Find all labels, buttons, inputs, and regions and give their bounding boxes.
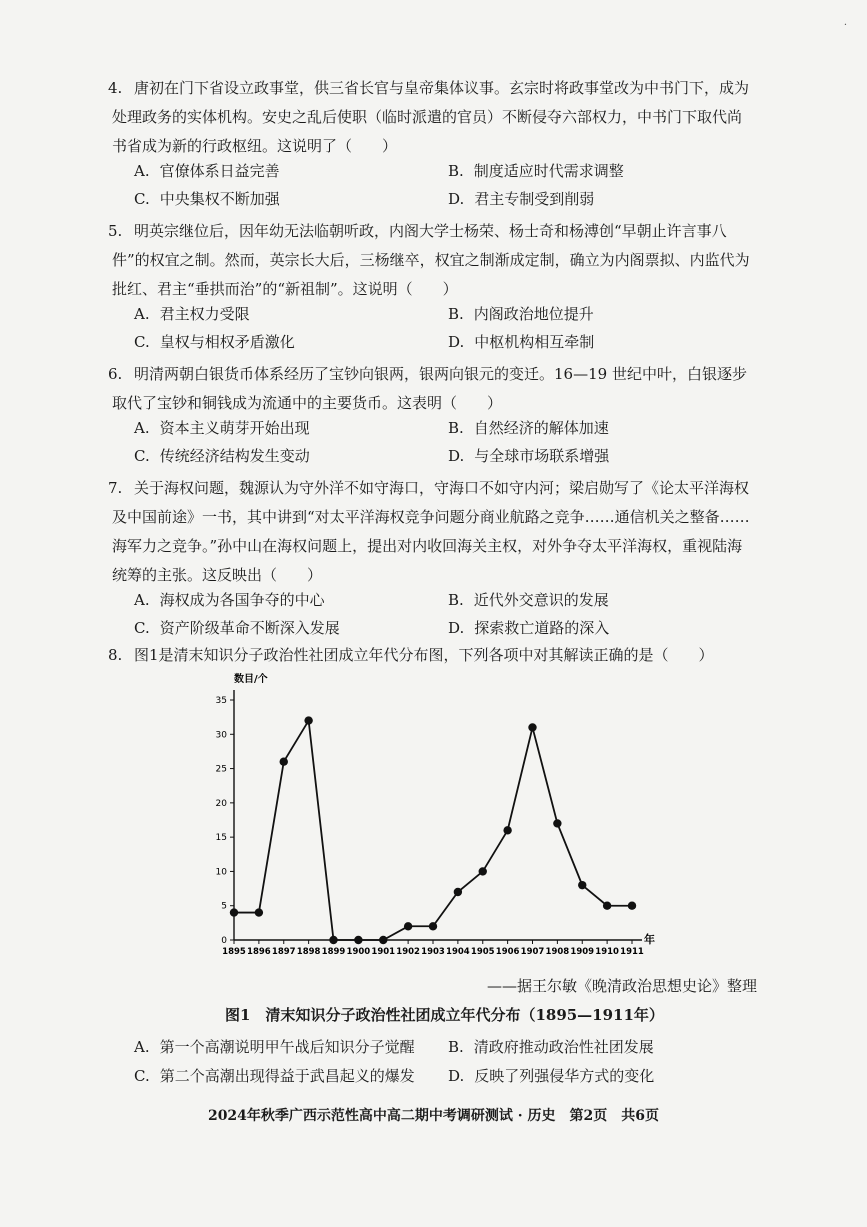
option-label: D. bbox=[448, 1067, 465, 1085]
option-b bbox=[448, 303, 594, 324]
y-tick-label: 20 bbox=[215, 798, 227, 809]
chart-series bbox=[230, 716, 636, 944]
option-label: A. bbox=[134, 162, 150, 180]
option-text: 海权成为各国争夺的中心 bbox=[159, 591, 325, 609]
x-tick-label: 1897 bbox=[271, 947, 296, 957]
question-text: 明清两朝白银货币体系经历了宝钞向银两，银两向银元的变迁。16—19 世纪中叶，白银逐步取代了宝钞和铜钱成为流通中的主要货币。这表明（ ） bbox=[112, 365, 747, 412]
x-tick-label: 1903 bbox=[421, 947, 445, 957]
data-point bbox=[479, 867, 487, 875]
x-tick-label: 1907 bbox=[520, 947, 545, 957]
option-text: 第二个高潮出现得益于武昌起义的爆发 bbox=[159, 1067, 415, 1085]
data-point bbox=[304, 716, 312, 724]
x-tick-label: 1898 bbox=[296, 947, 321, 957]
option-a bbox=[134, 303, 250, 324]
question-text: 关于海权问题，魏源认为守外洋不如守海口，守海口不如守内河；梁启勋写了《论太平洋海权及中国前途》一书，其中讲到“对太平洋海权竞争问题分商业航路之竞争……通信机关之整备……海军力之竞争。”孙中山在海权问题上，提出对内收回海关主权，对外争夺太平洋海权，重视陆海统筹的主张。这反映出（ ） bbox=[112, 479, 750, 584]
option-text: 君主权力受限 bbox=[159, 305, 250, 323]
y-tick-label: 25 bbox=[215, 764, 227, 775]
corner-mark: · bbox=[843, 20, 847, 31]
line-chart bbox=[200, 668, 670, 968]
question-7 bbox=[108, 474, 752, 590]
x-tick-label: 1909 bbox=[570, 947, 595, 957]
option-b bbox=[448, 589, 609, 610]
option-b bbox=[448, 160, 624, 181]
option-label: D. bbox=[448, 619, 465, 637]
question-number: 4. bbox=[108, 79, 123, 97]
x-axis-label: 年 bbox=[644, 933, 655, 946]
x-tick-label: 1899 bbox=[321, 947, 346, 957]
question-text: 图1是清末知识分子政治性社团成立年代分布图，下列各项中对其解读正确的是（ ） bbox=[134, 646, 714, 664]
option-text: 资产阶级革命不断深入发展 bbox=[159, 619, 340, 637]
data-point bbox=[329, 936, 337, 944]
option-text: 内阁政治地位提升 bbox=[473, 305, 594, 323]
x-tick-label: 1902 bbox=[396, 947, 420, 957]
option-label: C. bbox=[134, 190, 150, 208]
option-label: B. bbox=[448, 305, 464, 323]
question-6 bbox=[108, 360, 752, 418]
option-text: 皇权与相权矛盾激化 bbox=[159, 333, 295, 351]
option-text: 中枢机构相互牵制 bbox=[474, 333, 595, 351]
option-label: C. bbox=[134, 619, 150, 637]
option-label: C. bbox=[134, 333, 150, 351]
option-label: A. bbox=[134, 1038, 150, 1056]
x-tick-label: 1900 bbox=[346, 947, 371, 957]
x-tick-label: 1895 bbox=[222, 947, 246, 957]
question-5 bbox=[108, 217, 752, 304]
page-footer: 2024年秋季广西示范性高中高二期中考调研测试 · 历史 第2页 共6页 bbox=[207, 1108, 660, 1124]
data-point bbox=[354, 936, 362, 944]
data-point bbox=[603, 902, 611, 910]
question-number: 7. bbox=[108, 479, 123, 497]
option-c bbox=[134, 1065, 415, 1086]
x-tick-label: 1905 bbox=[470, 947, 495, 957]
data-point bbox=[454, 888, 462, 896]
question-8 bbox=[108, 641, 772, 670]
option-c bbox=[134, 188, 280, 209]
option-a bbox=[134, 589, 325, 610]
data-point bbox=[255, 908, 263, 916]
x-tick-label: 1904 bbox=[446, 947, 470, 957]
data-point bbox=[628, 902, 636, 910]
option-text: 反映了列强侵华方式的变化 bbox=[474, 1067, 655, 1085]
option-text: 探索救亡道路的深入 bbox=[474, 619, 610, 637]
question-text: 明英宗继位后，因年幼无法临朝听政，内阁大学士杨荣、杨士奇和杨溥创“早朝止许言事八件”的权宜之制。然而，英宗长大后，三杨继卒，权宜之制渐成定制，确立为内阁票拟、内监代为批红、君主“垂拱而治”的“新祖制”。这说明（ ） bbox=[112, 222, 750, 298]
option-label: B. bbox=[448, 162, 464, 180]
y-tick-label: 15 bbox=[215, 833, 227, 844]
data-point bbox=[404, 922, 412, 930]
question-number: 6. bbox=[108, 365, 123, 383]
option-b bbox=[448, 417, 609, 438]
option-text: 资本主义萌芽开始出现 bbox=[159, 419, 310, 437]
option-label: A. bbox=[134, 419, 150, 437]
x-tick-label: 1910 bbox=[595, 947, 619, 957]
option-text: 与全球市场联系增强 bbox=[474, 447, 610, 465]
option-label: B. bbox=[448, 591, 464, 609]
x-tick-label: 1911 bbox=[620, 947, 644, 957]
option-text: 传统经济结构发生变动 bbox=[159, 447, 310, 465]
option-text: 第一个高潮说明甲午战后知识分子觉醒 bbox=[159, 1038, 415, 1056]
chart-svg bbox=[200, 668, 670, 968]
data-point bbox=[230, 908, 238, 916]
option-label: A. bbox=[134, 305, 150, 323]
option-c bbox=[134, 617, 340, 638]
y-tick-label: 0 bbox=[221, 936, 227, 946]
option-d bbox=[448, 445, 609, 466]
option-text: 近代外交意识的发展 bbox=[473, 591, 609, 609]
option-a bbox=[134, 160, 280, 181]
x-tick-label: 1906 bbox=[495, 947, 520, 957]
question-text: 唐初在门下省设立政事堂，供三省长官与皇帝集体议事。玄宗时将政事堂改为中书门下，成为处理政务的实体机构。安史之乱后使职（临时派遣的官员）不断侵夺六部权力，中书门下取代尚书省成为新的行政枢纽。这说明了（ ） bbox=[112, 79, 750, 155]
option-text: 自然经济的解体加速 bbox=[473, 419, 609, 437]
option-label: D. bbox=[448, 447, 465, 465]
data-point bbox=[429, 922, 437, 930]
option-d bbox=[448, 617, 609, 638]
option-label: C. bbox=[134, 1067, 150, 1085]
option-c bbox=[134, 445, 310, 466]
option-label: B. bbox=[448, 1038, 464, 1056]
data-point bbox=[528, 723, 536, 731]
chart-ticks bbox=[216, 696, 644, 957]
question-number: 8. bbox=[108, 646, 123, 664]
y-tick-label: 35 bbox=[215, 696, 227, 706]
x-tick-label: 1901 bbox=[371, 947, 396, 957]
option-text: 制度适应时代需求调整 bbox=[473, 162, 624, 180]
y-tick-label: 10 bbox=[215, 867, 227, 878]
y-axis-label: 数目/个 bbox=[234, 674, 268, 685]
x-tick-label: 1908 bbox=[545, 947, 570, 957]
question-4 bbox=[108, 74, 752, 161]
option-label: D. bbox=[448, 333, 465, 351]
option-text: 清政府推动政治性社团发展 bbox=[473, 1038, 654, 1056]
option-c bbox=[134, 331, 295, 352]
option-b bbox=[448, 1036, 654, 1057]
option-text: 君主专制受到削弱 bbox=[474, 190, 595, 208]
data-point bbox=[578, 881, 586, 889]
option-text: 中央集权不断加强 bbox=[159, 190, 280, 208]
option-text: 官僚体系日益完善 bbox=[159, 162, 280, 180]
data-point bbox=[503, 826, 511, 834]
data-point bbox=[280, 758, 288, 766]
figure-caption: 图1 清末知识分子政治性社团成立年代分布（1895—1911年） bbox=[225, 1006, 664, 1024]
y-tick-label: 5 bbox=[221, 901, 227, 912]
x-tick-label: 1896 bbox=[247, 947, 271, 957]
series-line bbox=[234, 721, 632, 940]
option-label: A. bbox=[134, 591, 150, 609]
option-a bbox=[134, 417, 310, 438]
data-point bbox=[379, 936, 387, 944]
option-label: B. bbox=[448, 419, 464, 437]
question-number: 5. bbox=[108, 222, 123, 240]
option-d bbox=[448, 331, 594, 352]
option-d bbox=[448, 188, 594, 209]
option-a bbox=[134, 1036, 415, 1057]
option-d bbox=[448, 1065, 654, 1086]
option-label: D. bbox=[448, 190, 465, 208]
chart-source: ——据王尔敏《晚清政治思想史论》整理 bbox=[486, 977, 757, 995]
y-tick-label: 30 bbox=[215, 730, 227, 741]
option-label: C. bbox=[134, 447, 150, 465]
chart-axes bbox=[234, 690, 642, 940]
data-point bbox=[553, 819, 561, 827]
